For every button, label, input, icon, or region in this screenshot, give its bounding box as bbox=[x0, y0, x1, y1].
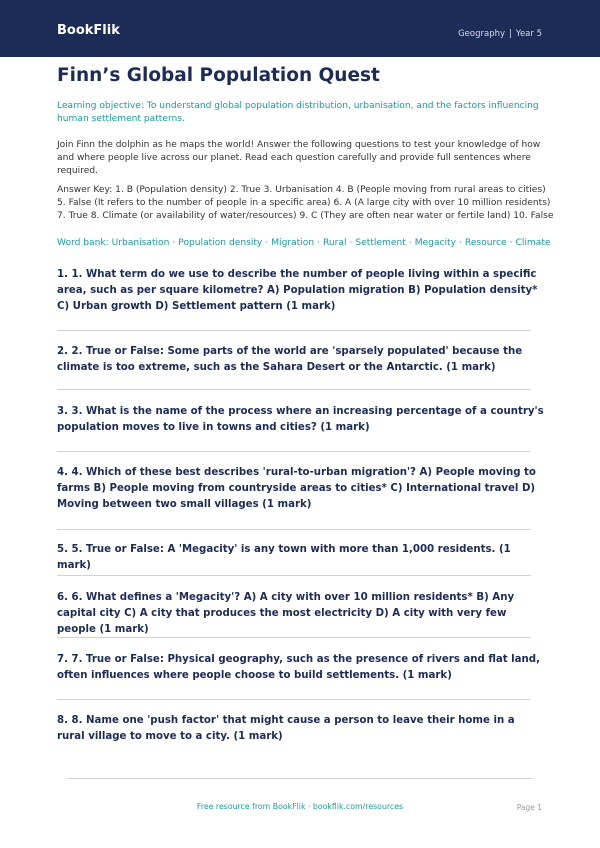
answer-line[interactable] bbox=[57, 575, 531, 576]
page-title: Finn’s Global Population Quest bbox=[57, 65, 380, 86]
question-7: 7. 7. True or False: Physical geography, such as the presence of rivers and flat land, often influences where people choose to build settlements. (1 mark) bbox=[57, 654, 540, 681]
footer-resource-link[interactable]: Free resource from BookFlik · bookflik.com/resources bbox=[196, 802, 404, 811]
word-bank-item: Settlement bbox=[355, 238, 406, 248]
word-bank: Word bank: Urbanisation · Population density · Migration · Rural · Settlement · Megacity · Resource · Climate bbox=[57, 238, 551, 248]
subject-year-label bbox=[458, 28, 542, 40]
answer-line[interactable] bbox=[57, 330, 531, 331]
footer-divider bbox=[68, 778, 532, 779]
learning-objective: Learning objective: To understand global population distribution, urbanisation, and the factors influencing human settlement patterns. bbox=[57, 101, 539, 124]
word-bank-item: Migration bbox=[271, 238, 315, 248]
word-bank-label: Word bank: bbox=[57, 238, 109, 248]
answer-line[interactable] bbox=[57, 451, 531, 452]
word-bank-item: Population density bbox=[178, 238, 263, 248]
brand-logo[interactable]: BookFlik bbox=[57, 23, 120, 38]
question-6: 6. 6. What defines a 'Megacity'? A) A city with over 10 million residents* B) Any capital city C) A city that produces the most electricity D) A city with very few people (1 mark) bbox=[57, 592, 515, 635]
answer-line[interactable] bbox=[57, 699, 531, 700]
question-1: 1. 1. What term do we use to describe the number of people living within a specific area, such as per square kilometre? A) Population migration B) Population density* C) Urban growth D) Settlement pattern (1 mark) bbox=[57, 269, 538, 312]
answer-line[interactable] bbox=[57, 637, 531, 638]
page-number: Page 1 bbox=[516, 803, 542, 812]
word-bank-item: Resource bbox=[464, 238, 507, 248]
word-bank-item: Urbanisation bbox=[111, 238, 170, 248]
answer-line[interactable] bbox=[57, 529, 531, 530]
header-bar bbox=[0, 0, 600, 57]
word-bank-item: Rural bbox=[323, 238, 347, 248]
question-2: 2. 2. True or False: Some parts of the world are 'sparsely populated' because the climate is too extreme, such as the Sahara Desert or the Antarctic. (1 mark) bbox=[57, 346, 523, 373]
answer-line[interactable] bbox=[57, 389, 531, 390]
answer-key: Answer Key: 1. B (Population density) 2. True 3. Urbanisation 4. B (People moving from rural areas to cities) 5. False (It refers to the number of people in a specific area) 6. A (A large city with over 10 million residents) 7. True 8. Climate (or availability of water/resources) 9. C (They are often near water or fertile land) 10. False bbox=[57, 185, 554, 222]
word-bank-item: Megacity bbox=[414, 238, 456, 248]
word-bank-item: Climate bbox=[515, 238, 551, 248]
question-3: 3. 3. What is the name of the process where an increasing percentage of a country's population moves to live in towns and cities? (1 mark) bbox=[57, 406, 544, 433]
question-5: 5. 5. True or False: A 'Megacity' is any town with more than 1,000 residents. (1 mark) bbox=[57, 544, 511, 571]
year-label: Year 5 bbox=[515, 29, 542, 39]
question-4: 4. 4. Which of these best describes 'rural-to-urban migration'? A) People moving to farms B) People moving from countryside areas to cities* C) International travel D) Moving between two small villages (1 mark) bbox=[57, 467, 536, 510]
intro-text: Join Finn the dolphin as he maps the world! Answer the following questions to test your knowledge of how and where people live across our planet. Read each question carefully and provide full sentences where required. bbox=[57, 140, 541, 176]
subject-label: Geography bbox=[458, 29, 506, 39]
question-8: 8. 8. Name one 'push factor' that might cause a person to leave their home in a rural village to move to a city. (1 mark) bbox=[57, 715, 515, 742]
divider: | bbox=[509, 29, 512, 39]
